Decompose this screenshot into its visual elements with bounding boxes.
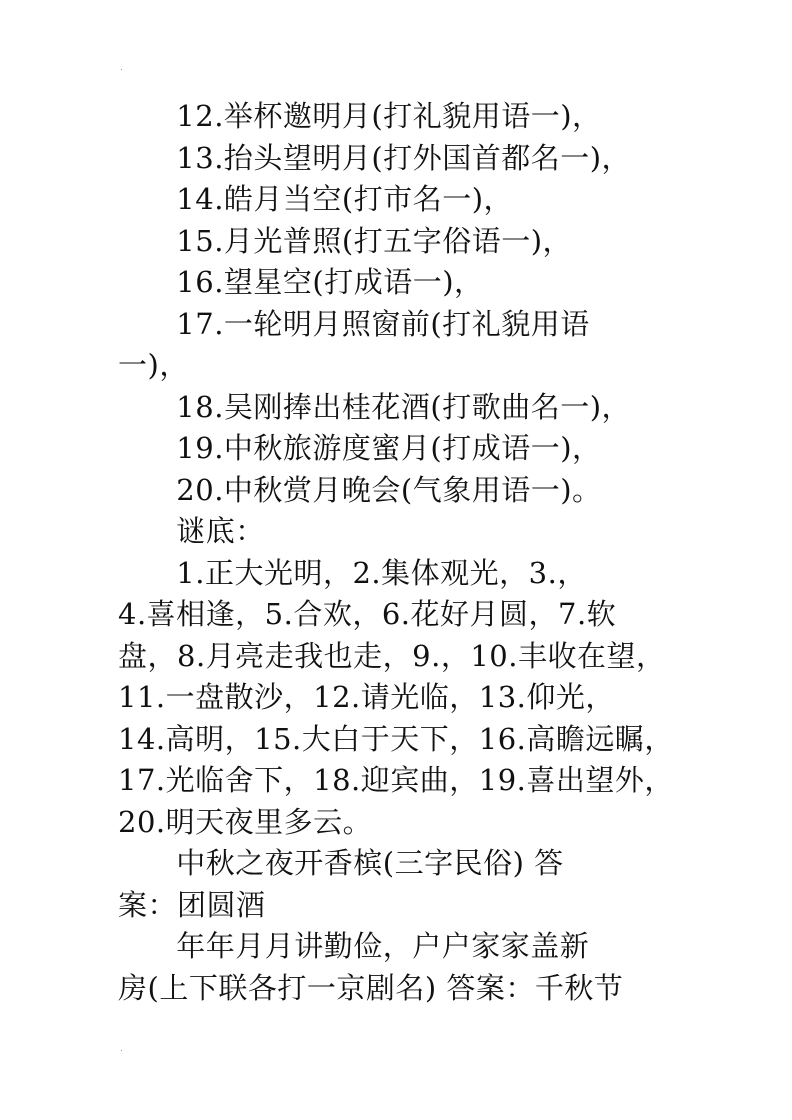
text-line: 12.举杯邀明月(打礼貌用语一)， <box>118 99 602 133</box>
text-line: 一)， <box>118 348 189 382</box>
text-line: 15.月光普照(打五字俗语一)， <box>118 223 573 258</box>
text-line: 18.吴刚捧出桂花酒(打歌曲名一)， <box>118 389 632 424</box>
text-line: 13.抬头望明月(打外国首都名一)， <box>118 140 632 175</box>
page-corner-mark-top <box>121 69 122 70</box>
text-line: 4.喜相逢，5.合欢，6.花好月圆，7.软 <box>118 597 617 631</box>
text-line: 11.一盘散沙，12.请光临，13.仰光， <box>118 680 615 714</box>
text-line: 房(上下联各打一京剧名) 答案：千秋节 <box>118 970 624 1005</box>
text-line: 16.望星空(打成语一)， <box>118 265 484 299</box>
answers-heading: 谜底： <box>118 514 265 548</box>
page-corner-mark-bottom <box>121 1050 122 1051</box>
text-line: 中秋之夜开香槟(三字民俗) 答 <box>118 846 564 880</box>
text-line: 案：团圆酒 <box>118 887 266 922</box>
text-line: 盘，8.月亮走我也走，9.，10.丰收在望， <box>118 638 666 673</box>
text-line: 1.正大光明，2.集体观光，3.， <box>118 555 587 590</box>
text-line: 17.一轮明月照窗前(打礼貌用语 <box>118 306 590 341</box>
text-line: 19.中秋旅游度蜜月(打成语一)， <box>118 431 602 465</box>
text-line: 14.高明，15.大白于天下，16.高瞻远瞩， <box>118 721 674 756</box>
text-line: 17.光临舍下，18.迎宾曲，19.喜出望外， <box>118 763 674 797</box>
riddle-text-block <box>118 96 718 1009</box>
text-line: 20.中秋赏月晚会(气象用语一)。 <box>118 472 602 507</box>
text-line: 20.明天夜里多云。 <box>118 804 373 839</box>
text-line: 年年月月讲勤俭，户户家家盖新 <box>118 929 590 963</box>
text-line: 14.皓月当空(打市名一)， <box>118 182 514 216</box>
